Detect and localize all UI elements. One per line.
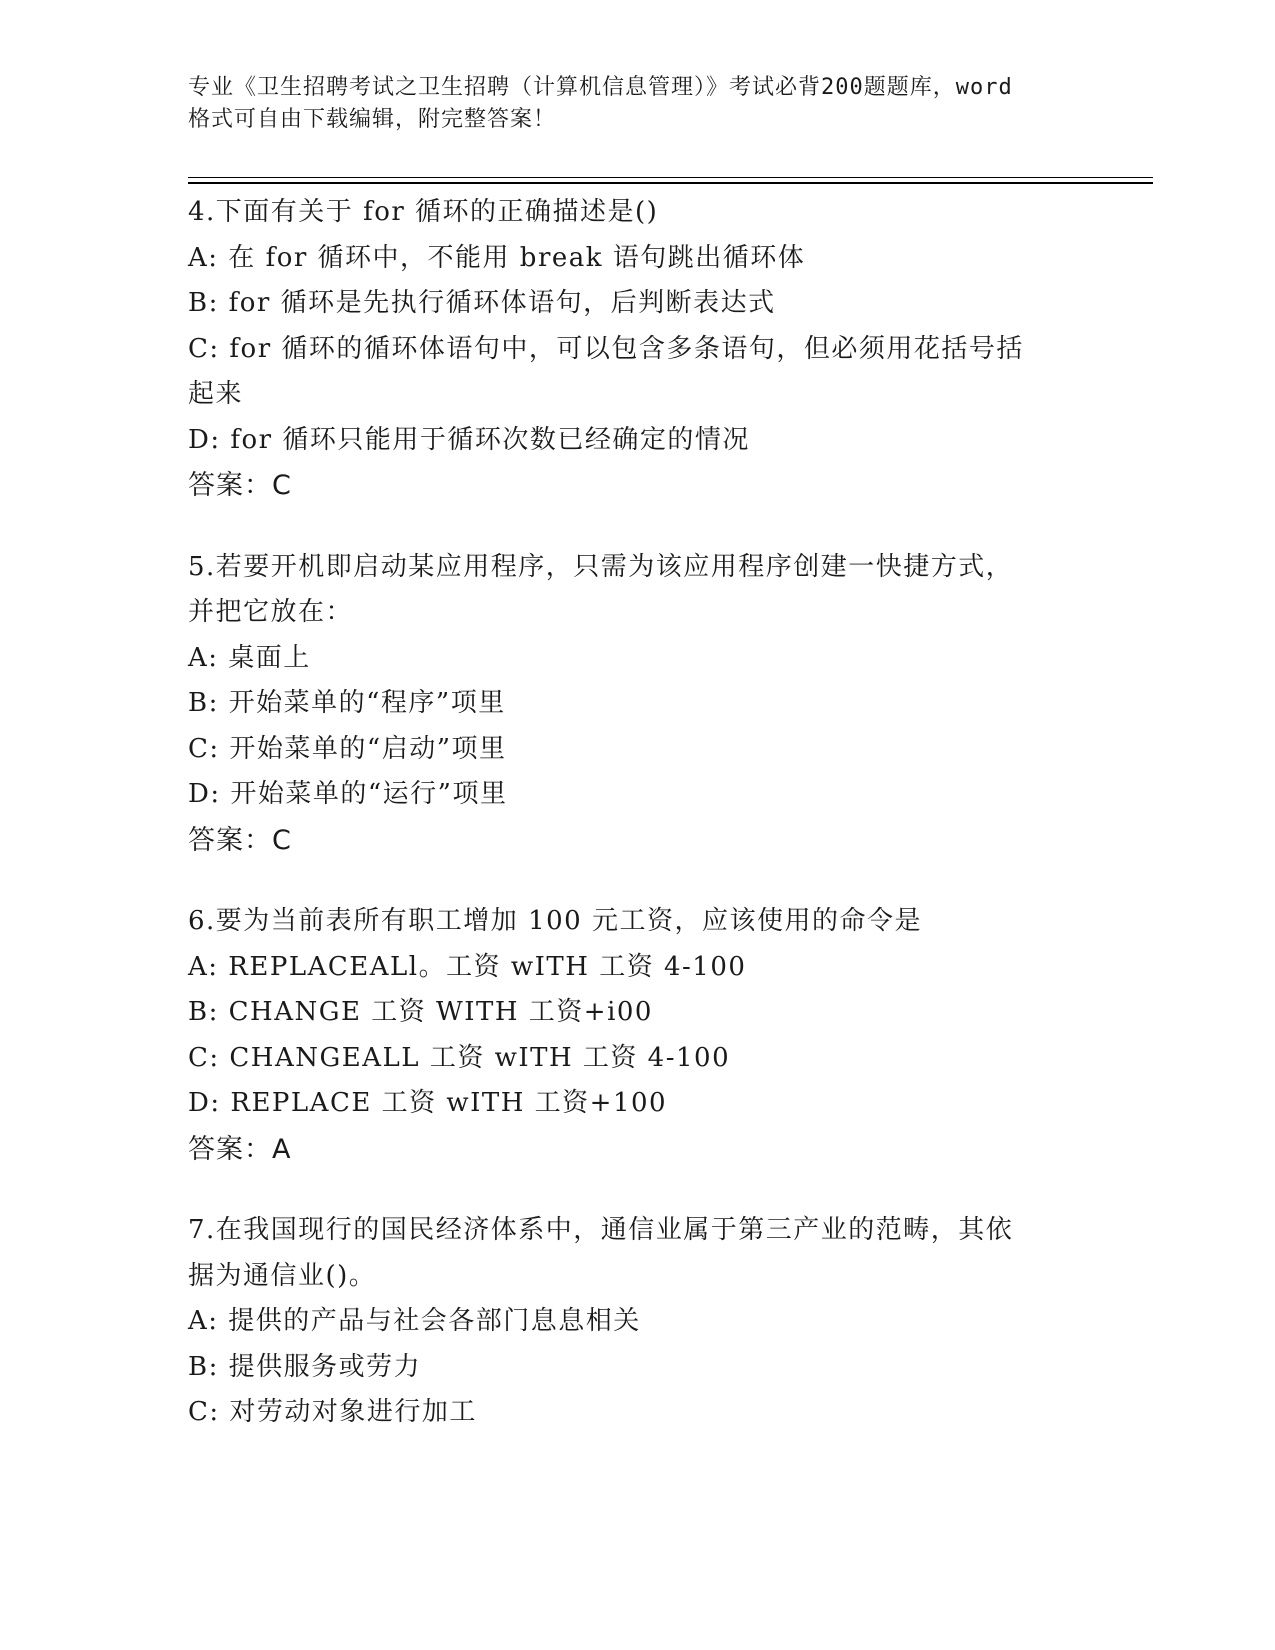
answer-key: 答案：C <box>188 470 292 501</box>
header-divider-bottom <box>188 182 1153 184</box>
answer-option: A: 提供的产品与社会各部门息息相关 <box>188 1306 641 1336</box>
answer-option: D: 开始菜单的“运行”项里 <box>188 779 508 809</box>
answer-option: A: 桌面上 <box>188 642 311 673</box>
question-block <box>188 190 1088 509</box>
question-stem: 并把它放在： <box>188 597 354 627</box>
document-header <box>188 72 1088 136</box>
answer-option: B: for 循环是先执行循环体语句，后判断表达式 <box>188 288 776 318</box>
question-block <box>188 899 1088 1172</box>
question-block <box>188 1208 1088 1436</box>
answer-key: 答案：C <box>188 824 292 856</box>
answer-option: B: CHANGE 工资 WITH 工资+i00 <box>188 997 653 1027</box>
answer-option: A: 在 for 循环中，不能用 break 语句跳出循环体 <box>188 242 806 273</box>
header-divider-top <box>188 177 1153 178</box>
question-list <box>188 190 1088 1472</box>
answer-option: C: 开始菜单的“启动”项里 <box>188 733 507 764</box>
header-line-2: 格式可自由下载编辑，附完整答案！ <box>188 107 557 132</box>
question-stem: 6.要为当前表所有职工增加 100 元工资，应该使用的命令是 <box>188 906 922 936</box>
answer-option: C: 对劳动对象进行加工 <box>188 1397 477 1427</box>
header-line-1: 专业《卫生招聘考试之卫生招聘（计算机信息管理）》考试必背200题题库，word <box>188 75 1013 100</box>
question-stem: 据为通信业()。 <box>188 1260 377 1291</box>
answer-option: B: 提供服务或劳力 <box>188 1351 422 1382</box>
question-stem: 4.下面有关于 for 循环的正确描述是() <box>188 197 659 227</box>
answer-option: A: REPLACEALl。工资 wITH 工资 4-100 <box>188 951 747 982</box>
question-stem: 7.在我国现行的国民经济体系中，通信业属于第三产业的范畴，其依 <box>188 1215 1014 1245</box>
answer-key: 答案：A <box>188 1133 292 1165</box>
answer-option: D: REPLACE 工资 wITH 工资+100 <box>188 1088 668 1118</box>
answer-option: B: 开始菜单的“程序”项里 <box>188 688 506 718</box>
question-stem: 5.若要开机即启动某应用程序，只需为该应用程序创建一快捷方式， <box>188 551 1014 582</box>
answer-option: D: for 循环只能用于循环次数已经确定的情况 <box>188 424 750 455</box>
answer-option: C: CHANGEALL 工资 wITH 工资 4-100 <box>188 1042 731 1073</box>
answer-option: 起来 <box>188 379 244 409</box>
answer-option: C: for 循环的循环体语句中，可以包含多条语句，但必须用花括号括 <box>188 333 1024 364</box>
question-block <box>188 545 1088 864</box>
